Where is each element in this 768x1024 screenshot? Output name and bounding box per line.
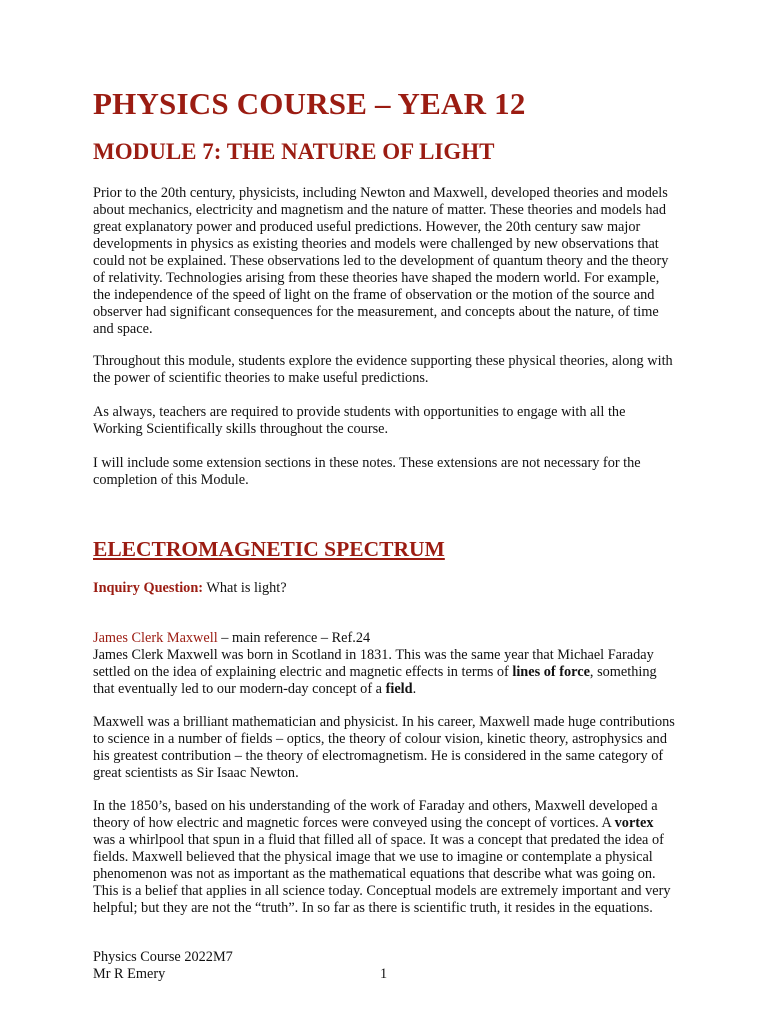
maxwell-reference: – main reference – Ref.24 — [217, 630, 371, 646]
maxwell-subheading — [93, 630, 678, 647]
maxwell-paragraph-2: Maxwell was a brilliant mathematician and physicist. In his career, Maxwell made huge contributions to science in a number of fields – optics, the theory of colour vision, kinetic theory, astrophysics and his greatest contribution – the theory of electromagnetism. He is considered in the same category of great scientists as Sir Isaac Newton. — [93, 714, 675, 781]
inquiry-question — [93, 580, 678, 597]
text-run: . — [412, 681, 417, 697]
intro-paragraph-4: I will include some extension sections in these notes. These extensions are not necessary for the completion of this Module. — [93, 455, 641, 488]
maxwell-name: James Clerk Maxwell — [93, 630, 218, 646]
term-field: field — [385, 681, 413, 697]
intro-paragraph-1: Prior to the 20th century, physicists, including Newton and Maxwell, developed theories and models about mechanics, electricity and magnetism and the nature of matter. These theories and models had great explanatory power and produced useful predictions. However, the 20th century saw major developments in physics as existing theories and models were challenged by new observations that could not be explained. These observations led to the development of quantum theory and the theory of relativity. Technologies arising from these theories have shaped the modern world. For example, the independence of the speed of light on the frame of observation or the motion of the source and observer had significant consequences for the measurement, and concepts about the nature, of time and space. — [93, 185, 669, 337]
page-title: PHYSICS COURSE – YEAR 12 — [93, 86, 526, 121]
text-run: James Clerk Maxwell was born in Scotland in 1831. This was the same year that Michael Faraday settled on the idea of explaining electric and magnetic effects in terms of — [93, 647, 654, 680]
intro-paragraph-3: As always, teachers are required to provide students with opportunities to engage with all the Working Scientifically skills throughout the course. — [93, 404, 626, 437]
term-vortex: vortex — [614, 815, 654, 831]
footer-course: Physics Course 2022M7 — [93, 949, 233, 965]
term-lines-of-force: lines of force — [512, 664, 590, 680]
maxwell-paragraph-1 — [93, 647, 678, 698]
maxwell-paragraph-3 — [93, 798, 678, 917]
module-title: MODULE 7: THE NATURE OF LIGHT — [93, 139, 495, 164]
text-run: , something that eventually led to our modern-day concept of a — [93, 664, 657, 697]
inquiry-label: Inquiry Question: — [93, 580, 204, 596]
section-heading: ELECTROMAGNETIC SPECTRUM — [93, 537, 445, 561]
inquiry-text: What is light? — [203, 580, 287, 596]
footer-author: Mr R Emery — [93, 966, 166, 982]
page-number: 1 — [380, 966, 388, 982]
text-run: In the 1850’s, based on his understanding of the work of Faraday and others, Maxwell developed a theory of how electric and magnetic forces were conveyed using the concept of vortices. A — [93, 798, 658, 831]
intro-paragraph-2: Throughout this module, students explore the evidence supporting these physical theories, along with the power of scientific theories to make useful predictions. — [93, 353, 673, 386]
text-run: was a whirlpool that spun in a fluid that filled all of space. It was a concept that predated the idea of fields. Maxwell believed that the physical image that we use to imagine or contemplate a physical phenomenon was not as important as the mathematical equations that describe what was going on. This is a belief that applies in all science today. Conceptual models are extremely important and very helpful; but they are not the “truth”. In so far as there is scientific truth, it resides in the equations. — [93, 832, 671, 916]
